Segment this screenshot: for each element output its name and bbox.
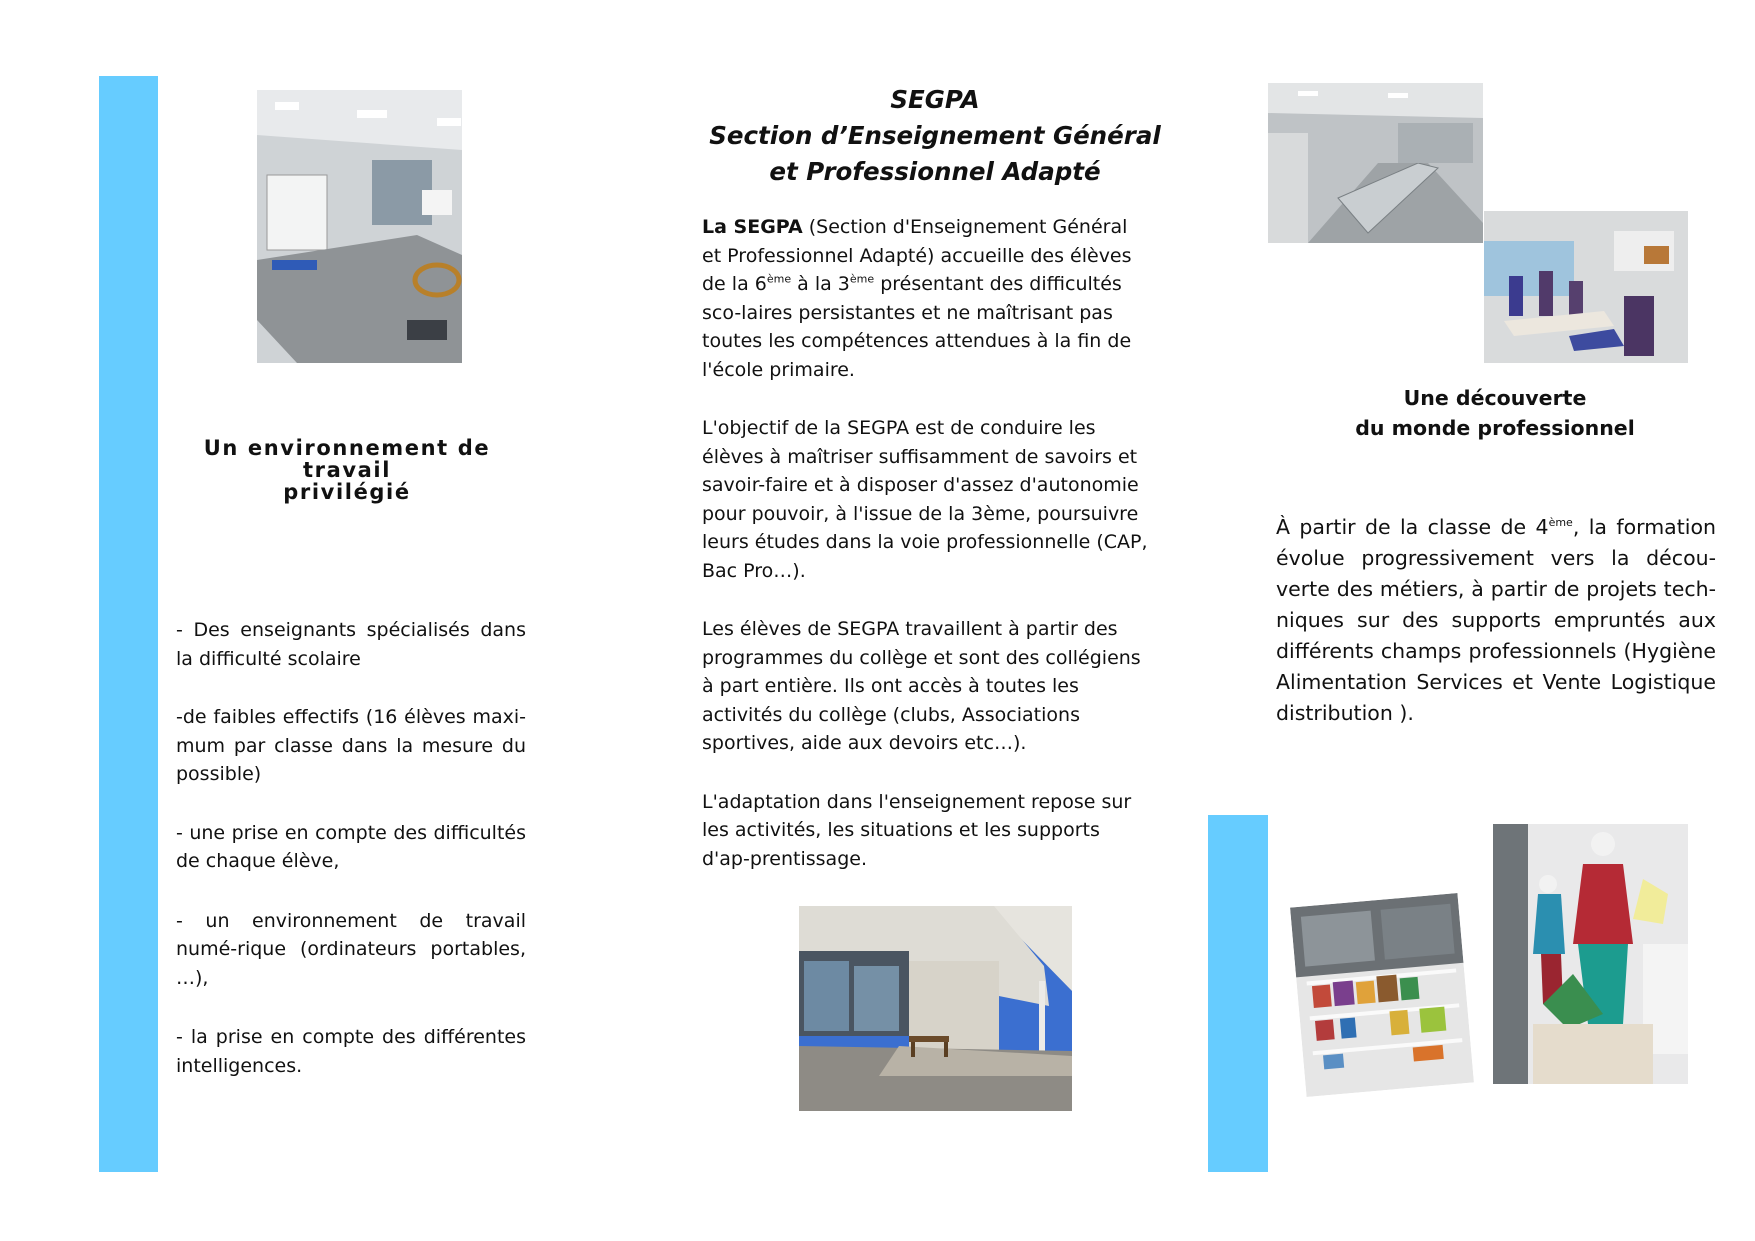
intro-paragraph	[702, 213, 1152, 384]
right-accent-bar	[1208, 815, 1268, 1172]
list-item: - la prise en compte des différentes intelligences.	[176, 1026, 526, 1077]
courtyard-photo	[799, 906, 1072, 1111]
segpa-bold-label: La SEGPA	[702, 216, 803, 238]
superscript: ème	[1548, 516, 1573, 530]
superscript: ème	[849, 272, 875, 286]
left-heading-line-2: privilégié	[283, 480, 411, 504]
title-line-2: Section d’Enseignement Général	[709, 121, 1161, 150]
document-title	[690, 82, 1180, 190]
right-heading-line-2: du monde professionnel	[1355, 416, 1635, 440]
center-text	[702, 213, 1152, 903]
discovery-text-b: , la formation évolue progressivement vers la décou-verte des métiers, à partir de projets tech-niques sur des supports empruntés aux différents champs professionnels (Hygiène Alimentation Services et Vente Logistique distribution ).	[1276, 515, 1717, 725]
discovery-paragraph	[1276, 512, 1716, 729]
mannequin-display-photo	[1493, 824, 1688, 1084]
title-line-3: et Professionnel Adapté	[769, 157, 1101, 186]
left-accent-bar	[99, 76, 158, 1172]
intro-text-b: à la 3	[791, 273, 850, 295]
list-item: - Des enseignants spécialisés dans la difficulté scolaire	[176, 619, 526, 670]
left-list	[176, 616, 526, 1110]
list-item: -de faibles effectifs (16 élèves maxi-mum par classe dans la mesure du possible)	[176, 706, 526, 785]
kitchen-photo	[1268, 83, 1483, 243]
list-item: - un environnement de travail numé-rique (ordinateurs portables, …),	[176, 909, 526, 989]
list-item: - une prise en compte des difficultés de chaque élève,	[176, 821, 526, 872]
intro-text-c: présentant des difficultés sco-laires persistantes et ne maîtrisant pas toutes les compétences attendues à la fin de l'école primaire.	[702, 273, 1132, 381]
objective-paragraph: L'objectif de la SEGPA est de conduire les élèves à maîtriser suffisamment de savoirs et savoir-faire et à disposer d'assez d'autonomie pour pouvoir, à l'issue de la 3ème, poursuivre leurs études dans la voie professionnelle (CAP, Bac Pro…).	[702, 417, 1148, 582]
ironing-workshop-photo	[1484, 211, 1688, 363]
title-line-1: SEGPA	[890, 85, 980, 114]
right-text	[1276, 512, 1716, 759]
intro-text-a: (Section d'Enseignement Général et Professionnel Adapté) accueille des élèves de la 6	[702, 216, 1132, 295]
left-heading	[162, 437, 532, 503]
right-heading	[1270, 383, 1720, 443]
superscript: ème	[766, 272, 792, 286]
discovery-text-a: À partir de la classe de 4	[1276, 515, 1549, 539]
shop-shelf-photo	[1290, 893, 1474, 1097]
right-heading-line-1: Une découverte	[1403, 386, 1587, 410]
left-heading-line-1: Un environnement de travail	[203, 436, 491, 482]
adaptation-paragraph: L'adaptation dans l'enseignement repose sur les activités, les situations et les supports d'ap-prentissage.	[702, 790, 1132, 870]
classroom-photo	[257, 90, 462, 363]
programs-paragraph: Les élèves de SEGPA travaillent à partir des programmes du collège et sont des collégiens à part entière. Ils ont accès à toutes les activités du collège (clubs, Associations sportives, aide aux devoirs etc…).	[702, 618, 1141, 754]
